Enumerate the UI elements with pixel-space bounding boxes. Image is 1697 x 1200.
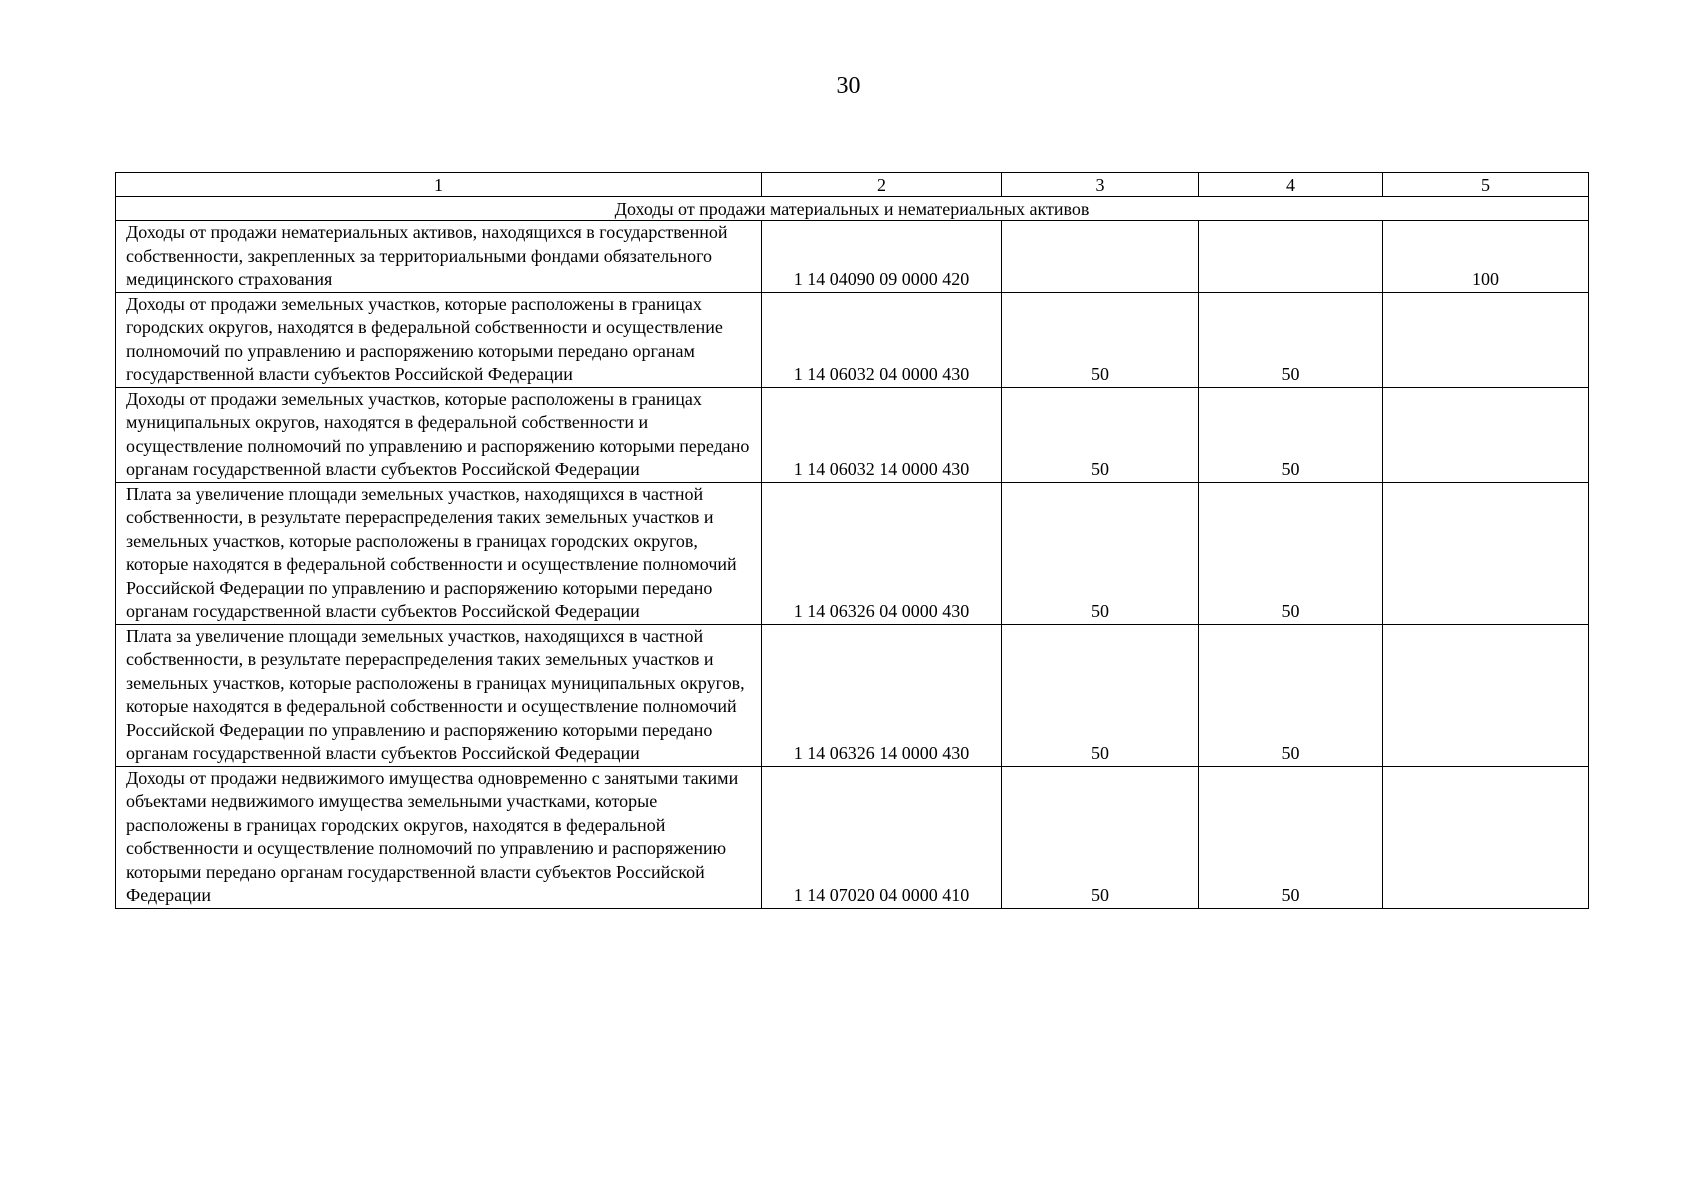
column-number-row bbox=[116, 173, 1589, 197]
row-col5-value bbox=[1383, 387, 1589, 482]
row-col4-value bbox=[1199, 221, 1383, 293]
column-number-5: 5 bbox=[1383, 173, 1589, 197]
revenue-table bbox=[115, 172, 1589, 909]
row-code: 1 14 07020 04 0000 410 bbox=[762, 766, 1002, 908]
table-row bbox=[116, 387, 1589, 482]
row-col3-value: 50 bbox=[1002, 387, 1199, 482]
section-row bbox=[116, 197, 1589, 221]
row-description: Доходы от продажи земельных участков, которые расположены в границах городских округов, находятся в федеральной собственности и осуществление полномочий по управлению и распоряжению которыми передано органам государственной власти субъектов Российской Федерации bbox=[116, 292, 762, 387]
row-col3-value: 50 bbox=[1002, 624, 1199, 766]
table-row bbox=[116, 292, 1589, 387]
row-col3-value bbox=[1002, 221, 1199, 293]
row-code: 1 14 06032 04 0000 430 bbox=[762, 292, 1002, 387]
table-row bbox=[116, 766, 1589, 908]
row-col5-value bbox=[1383, 482, 1589, 624]
column-number-2: 2 bbox=[762, 173, 1002, 197]
row-col5-value bbox=[1383, 292, 1589, 387]
column-number-4: 4 bbox=[1199, 173, 1383, 197]
row-description: Доходы от продажи недвижимого имущества одновременно с занятыми такими объектами недвижимого имущества земельными участками, которые расположены в границах городских округов, находятся в федеральной собственности и осуществление полномочий по управлению и распоряжению которыми передано органам государственной власти субъектов Российской Федерации bbox=[116, 766, 762, 908]
row-code: 1 14 06326 04 0000 430 bbox=[762, 482, 1002, 624]
row-description: Доходы от продажи нематериальных активов, находящихся в государственной собственности, закрепленных за территориальными фондами обязательного медицинского страхования bbox=[116, 221, 762, 293]
page-number: 30 bbox=[836, 73, 861, 99]
row-col3-value: 50 bbox=[1002, 482, 1199, 624]
table-row bbox=[116, 624, 1589, 766]
row-col4-value: 50 bbox=[1199, 624, 1383, 766]
row-col4-value: 50 bbox=[1199, 766, 1383, 908]
row-col4-value: 50 bbox=[1199, 292, 1383, 387]
row-code: 1 14 06326 14 0000 430 bbox=[762, 624, 1002, 766]
row-col4-value: 50 bbox=[1199, 387, 1383, 482]
column-number-1: 1 bbox=[116, 173, 762, 197]
row-description: Плата за увеличение площади земельных участков, находящихся в частной собственности, в результате перераспределения таких земельных участков и земельных участков, которые расположены в границах городских округов, которые находятся в федеральной собственности и осуществление полномочий Российской Федерации по управлению и распоряжению которыми передано органам государственной власти субъектов Российской Федерации bbox=[116, 482, 762, 624]
row-description: Доходы от продажи земельных участков, которые расположены в границах муниципальных округов, находятся в федеральной собственности и осуществление полномочий по управлению и распоряжению которыми передано органам государственной власти субъектов Российской Федерации bbox=[116, 387, 762, 482]
row-col5-value bbox=[1383, 624, 1589, 766]
row-col5-value bbox=[1383, 766, 1589, 908]
row-code: 1 14 06032 14 0000 430 bbox=[762, 387, 1002, 482]
table-row bbox=[116, 221, 1589, 293]
section-title: Доходы от продажи материальных и нематериальных активов bbox=[116, 197, 1589, 221]
row-col5-value: 100 bbox=[1383, 221, 1589, 293]
row-col4-value: 50 bbox=[1199, 482, 1383, 624]
row-col3-value: 50 bbox=[1002, 292, 1199, 387]
row-code: 1 14 04090 09 0000 420 bbox=[762, 221, 1002, 293]
row-description: Плата за увеличение площади земельных участков, находящихся в частной собственности, в результате перераспределения таких земельных участков и земельных участков, которые расположены в границах муниципальных округов, которые находятся в федеральной собственности и осуществление полномочий Российской Федерации по управлению и распоряжению которыми передано органам государственной власти субъектов Российской Федерации bbox=[116, 624, 762, 766]
row-col3-value: 50 bbox=[1002, 766, 1199, 908]
column-number-3: 3 bbox=[1002, 173, 1199, 197]
table-row bbox=[116, 482, 1589, 624]
